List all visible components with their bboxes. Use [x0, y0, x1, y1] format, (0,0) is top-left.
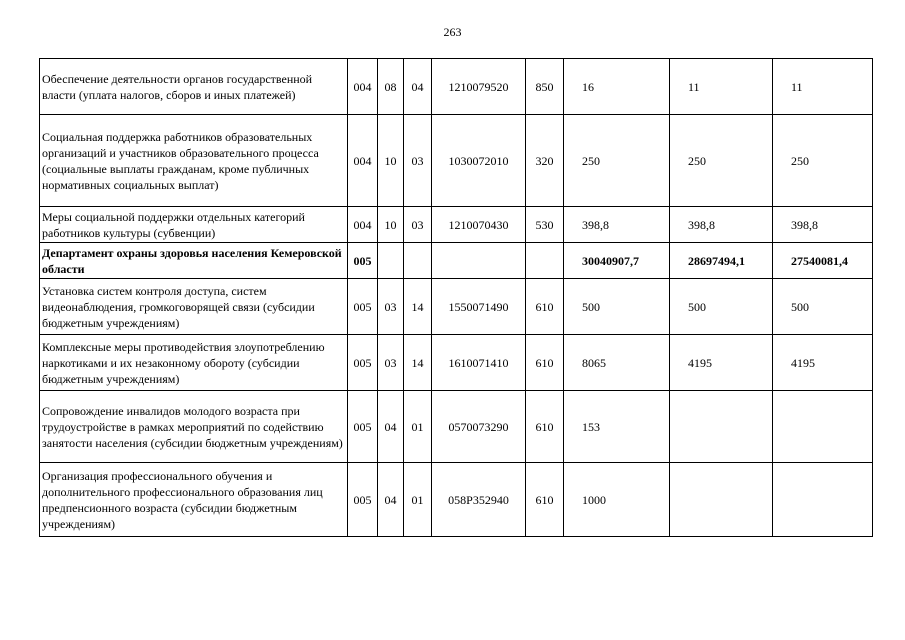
amount-year3-cell: 27540081,4: [773, 243, 873, 279]
row-name-cell: Обеспечение деятельности органов государственной власти (уплата налогов, сборов и иных платежей): [40, 59, 348, 115]
expense-type-cell: 850: [526, 59, 564, 115]
amount-year2-cell: 11: [670, 59, 773, 115]
row-name-cell: Меры социальной поддержки отдельных категорий работников культуры (субвенции): [40, 207, 348, 243]
target-article-cell: 1210070430: [432, 207, 526, 243]
row-name-cell: Социальная поддержка работников образовательных организаций и участников образовательного процесса (социальные выплаты гражданам, кроме публичных нормативных социальных выплат): [40, 115, 348, 207]
subsection-code-cell: 04: [404, 59, 432, 115]
ministry-code-cell: 005: [348, 391, 378, 463]
ministry-code-cell: 004: [348, 115, 378, 207]
subsection-code-cell: 03: [404, 207, 432, 243]
amount-year3-cell: [773, 463, 873, 537]
amount-year1-cell: 1000: [564, 463, 670, 537]
budget-table: [39, 58, 873, 537]
expense-type-cell: 530: [526, 207, 564, 243]
table-body: [40, 59, 873, 537]
expense-type-cell: 320: [526, 115, 564, 207]
expense-type-cell: 610: [526, 279, 564, 335]
table-row: [40, 115, 873, 207]
row-name-cell: Установка систем контроля доступа, систем видеонаблюдения, громкоговорящей связи (субсидии бюджетным учреждениям): [40, 279, 348, 335]
target-article-cell: 1210079520: [432, 59, 526, 115]
ministry-code-cell: 005: [348, 279, 378, 335]
target-article-cell: [432, 243, 526, 279]
section-code-cell: 10: [378, 207, 404, 243]
amount-year3-cell: 500: [773, 279, 873, 335]
ministry-code-cell: 004: [348, 59, 378, 115]
table-row: [40, 243, 873, 279]
table-row: [40, 59, 873, 115]
section-code-cell: 04: [378, 463, 404, 537]
subsection-code-cell: 14: [404, 335, 432, 391]
subsection-code-cell: [404, 243, 432, 279]
row-name-cell: Организация профессионального обучения и дополнительного профессионального образования лиц предпенсионного возраста (субсидии бюджетным учреждениям): [40, 463, 348, 537]
amount-year2-cell: 28697494,1: [670, 243, 773, 279]
amount-year1-cell: 500: [564, 279, 670, 335]
target-article-cell: 0570073290: [432, 391, 526, 463]
expense-type-cell: [526, 243, 564, 279]
section-code-cell: 10: [378, 115, 404, 207]
section-code-cell: 03: [378, 279, 404, 335]
subsection-code-cell: 03: [404, 115, 432, 207]
subsection-code-cell: 01: [404, 391, 432, 463]
row-name-cell: Комплексные меры противодействия злоупотреблению наркотиками и их незаконному обороту (субсидии бюджетным учреждениям): [40, 335, 348, 391]
table-row: [40, 335, 873, 391]
expense-type-cell: 610: [526, 391, 564, 463]
target-article-cell: 1610071410: [432, 335, 526, 391]
table-row: [40, 391, 873, 463]
subsection-code-cell: 14: [404, 279, 432, 335]
section-code-cell: 04: [378, 391, 404, 463]
amount-year1-cell: 153: [564, 391, 670, 463]
amount-year2-cell: 250: [670, 115, 773, 207]
amount-year1-cell: 30040907,7: [564, 243, 670, 279]
table-row: [40, 463, 873, 537]
page-number: 263: [443, 25, 462, 39]
amount-year2-cell: [670, 463, 773, 537]
table-row: [40, 207, 873, 243]
amount-year2-cell: 500: [670, 279, 773, 335]
ministry-code-cell: 005: [348, 463, 378, 537]
amount-year1-cell: 398,8: [564, 207, 670, 243]
section-code-cell: 08: [378, 59, 404, 115]
expense-type-cell: 610: [526, 463, 564, 537]
table-row: [40, 279, 873, 335]
amount-year3-cell: 11: [773, 59, 873, 115]
row-name-cell: Сопровождение инвалидов молодого возраста при трудоустройстве в рамках мероприятий по содействию занятости населения (субсидии бюджетным учреждениям): [40, 391, 348, 463]
expense-type-cell: 610: [526, 335, 564, 391]
amount-year3-cell: 398,8: [773, 207, 873, 243]
amount-year1-cell: 250: [564, 115, 670, 207]
row-name-cell: Департамент охраны здоровья населения Кемеровской области: [40, 243, 348, 279]
amount-year1-cell: 16: [564, 59, 670, 115]
amount-year3-cell: 4195: [773, 335, 873, 391]
amount-year2-cell: [670, 391, 773, 463]
amount-year3-cell: [773, 391, 873, 463]
amount-year2-cell: 4195: [670, 335, 773, 391]
amount-year3-cell: 250: [773, 115, 873, 207]
ministry-code-cell: 005: [348, 243, 378, 279]
subsection-code-cell: 01: [404, 463, 432, 537]
ministry-code-cell: 004: [348, 207, 378, 243]
target-article-cell: 1030072010: [432, 115, 526, 207]
amount-year2-cell: 398,8: [670, 207, 773, 243]
amount-year1-cell: 8065: [564, 335, 670, 391]
target-article-cell: 1550071490: [432, 279, 526, 335]
ministry-code-cell: 005: [348, 335, 378, 391]
section-code-cell: 03: [378, 335, 404, 391]
target-article-cell: 058P352940: [432, 463, 526, 537]
section-code-cell: [378, 243, 404, 279]
